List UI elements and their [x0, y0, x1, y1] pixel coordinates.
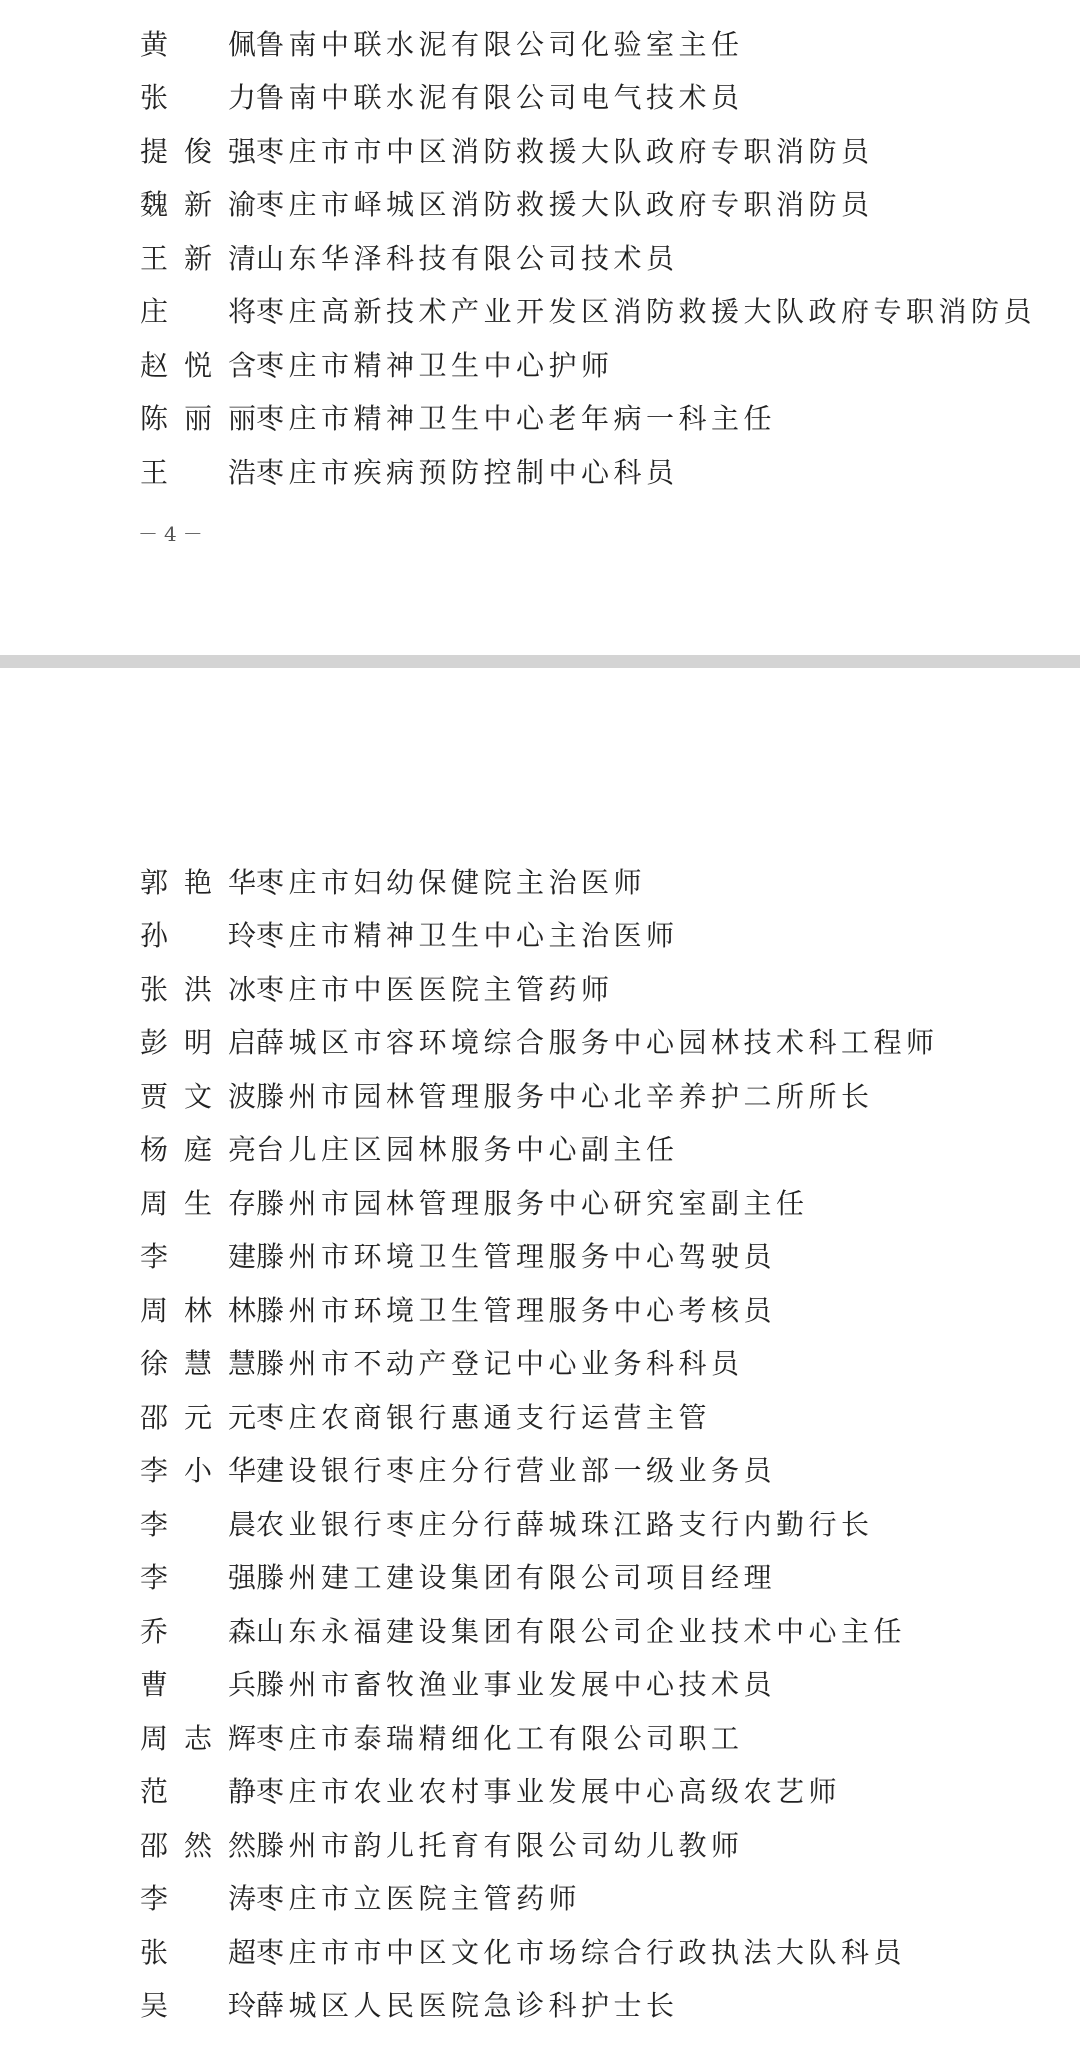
- person-name: 李 涛: [140, 1882, 256, 1916]
- person-affiliation: 枣庄高新技术产业开发区消防救援大队政府专职消防员: [256, 295, 1037, 329]
- list-item: [140, 961, 939, 1015]
- person-affiliation: 枣庄市妇幼保健院主治医师: [256, 865, 647, 899]
- person-name: 彭明启: [140, 1026, 256, 1060]
- person-affiliation: 滕州建工建设集团有限公司项目经理: [256, 1561, 777, 1595]
- person-affiliation: 建设银行枣庄分行营业部一级业务员: [256, 1454, 777, 1488]
- person-name: 贾文波: [140, 1079, 256, 1113]
- person-name: 提俊强: [140, 134, 256, 168]
- list-item: [140, 1015, 939, 1069]
- person-affiliation: 山东华泽科技有限公司技术员: [256, 241, 679, 275]
- person-affiliation: 枣庄市疾病预防控制中心科员: [256, 455, 679, 489]
- list-item: [140, 854, 939, 908]
- person-affiliation: 枣庄市市中区文化市场综合行政执法大队科员: [256, 1935, 907, 1969]
- list-item: [140, 1068, 939, 1122]
- person-name: 邵然然: [140, 1828, 256, 1862]
- list-item: [140, 1924, 939, 1978]
- person-name: 孙 玲: [140, 919, 256, 953]
- list-item: [140, 1657, 939, 1711]
- person-affiliation: 台儿庄区园林服务中心副主任: [256, 1133, 679, 1167]
- list-item: [140, 1978, 939, 2032]
- person-name: 黄 佩: [140, 27, 256, 61]
- person-affiliation: 枣庄市峄城区消防救援大队政府专职消防员: [256, 188, 874, 222]
- person-affiliation: 滕州市不动产登记中心业务科科员: [256, 1347, 744, 1381]
- person-affiliation: 枣庄市精神卫生中心护师: [256, 348, 614, 382]
- list-item: [140, 1122, 939, 1176]
- person-name: 吴 玲: [140, 1989, 256, 2023]
- person-affiliation: 鲁南中联水泥有限公司化验室主任: [256, 27, 744, 61]
- person-name: 王新清: [140, 241, 256, 275]
- person-name: 陈丽丽: [140, 402, 256, 436]
- person-affiliation: 枣庄市立医院主管药师: [256, 1882, 582, 1916]
- person-affiliation: 薛城区人民医院急诊科护士长: [256, 1989, 679, 2023]
- person-affiliation: 滕州市环境卫生管理服务中心考核员: [256, 1293, 777, 1327]
- list-item: [140, 70, 1036, 124]
- person-affiliation: 滕州市园林管理服务中心北辛养护二所所长: [256, 1079, 874, 1113]
- person-name: 李 晨: [140, 1507, 256, 1541]
- list-item: [140, 123, 1036, 177]
- list-item: [140, 1336, 939, 1390]
- person-affiliation: 枣庄市精神卫生中心主治医师: [256, 919, 679, 953]
- list-item: [140, 1496, 939, 1550]
- list-item: [140, 177, 1036, 231]
- person-name: 张洪冰: [140, 972, 256, 1006]
- person-name: 郭艳华: [140, 865, 256, 899]
- list-item: [140, 16, 1036, 70]
- person-name: 庄 将: [140, 295, 256, 329]
- person-affiliation: 枣庄农商银行惠通支行运营主管: [256, 1400, 712, 1434]
- person-name: 魏新渝: [140, 188, 256, 222]
- list-item: [140, 1389, 939, 1443]
- page-separator: [0, 655, 1080, 668]
- person-name: 张 超: [140, 1935, 256, 1969]
- person-name: 李小华: [140, 1454, 256, 1488]
- person-affiliation: 枣庄市农业农村事业发展中心高级农艺师: [256, 1775, 842, 1809]
- person-name: 王 浩: [140, 455, 256, 489]
- person-affiliation: 枣庄市中医医院主管药师: [256, 972, 614, 1006]
- person-affiliation: 鲁南中联水泥有限公司电气技术员: [256, 81, 744, 115]
- person-name: 范 静: [140, 1775, 256, 1809]
- list-item: [140, 1603, 939, 1657]
- person-name: 曹 兵: [140, 1668, 256, 1702]
- list-item: [140, 337, 1036, 391]
- list-item: [140, 1764, 939, 1818]
- list-item: [140, 1229, 939, 1283]
- page-number: －4－: [138, 522, 209, 546]
- list-item: [140, 444, 1036, 498]
- person-name: 杨庭亮: [140, 1133, 256, 1167]
- list-item: [140, 230, 1036, 284]
- person-affiliation: 农业银行枣庄分行薛城珠江路支行内勤行长: [256, 1507, 874, 1541]
- person-affiliation: 枣庄市市中区消防救援大队政府专职消防员: [256, 134, 874, 168]
- list-item: [140, 908, 939, 962]
- person-affiliation: 山东永福建设集团有限公司企业技术中心主任: [256, 1614, 907, 1648]
- person-affiliation: 枣庄市泰瑞精细化工有限公司职工: [256, 1721, 744, 1755]
- list-item: [140, 1550, 939, 1604]
- person-name: 周生存: [140, 1186, 256, 1220]
- person-affiliation: 滕州市环境卫生管理服务中心驾驶员: [256, 1240, 777, 1274]
- list-item: [140, 1710, 939, 1764]
- person-name: 周林林: [140, 1293, 256, 1327]
- person-affiliation: 滕州市园林管理服务中心研究室副主任: [256, 1186, 809, 1220]
- honoree-list: [140, 16, 1036, 498]
- person-affiliation: 滕州市韵儿托育有限公司幼儿教师: [256, 1828, 744, 1862]
- honoree-list: [140, 854, 939, 2031]
- person-name: 赵悦含: [140, 348, 256, 382]
- person-name: 徐慧慧: [140, 1347, 256, 1381]
- list-item: [140, 391, 1036, 445]
- list-item: [140, 1817, 939, 1871]
- person-affiliation: 枣庄市精神卫生中心老年病一科主任: [256, 402, 777, 436]
- document-page-4: [0, 0, 1080, 655]
- person-affiliation: 薛城区市容环境综合服务中心园林技术科工程师: [256, 1026, 939, 1060]
- person-name: 周志辉: [140, 1721, 256, 1755]
- person-name: 李 强: [140, 1561, 256, 1595]
- person-name: 邵元元: [140, 1400, 256, 1434]
- list-item: [140, 1443, 939, 1497]
- person-name: 张 力: [140, 81, 256, 115]
- person-name: 李 建: [140, 1240, 256, 1274]
- list-item: [140, 284, 1036, 338]
- list-item: [140, 1871, 939, 1925]
- list-item: [140, 1282, 939, 1336]
- document-page-5: [0, 668, 1080, 2057]
- list-item: [140, 1175, 939, 1229]
- person-name: 乔 森: [140, 1614, 256, 1648]
- person-affiliation: 滕州市畜牧渔业事业发展中心技术员: [256, 1668, 777, 1702]
